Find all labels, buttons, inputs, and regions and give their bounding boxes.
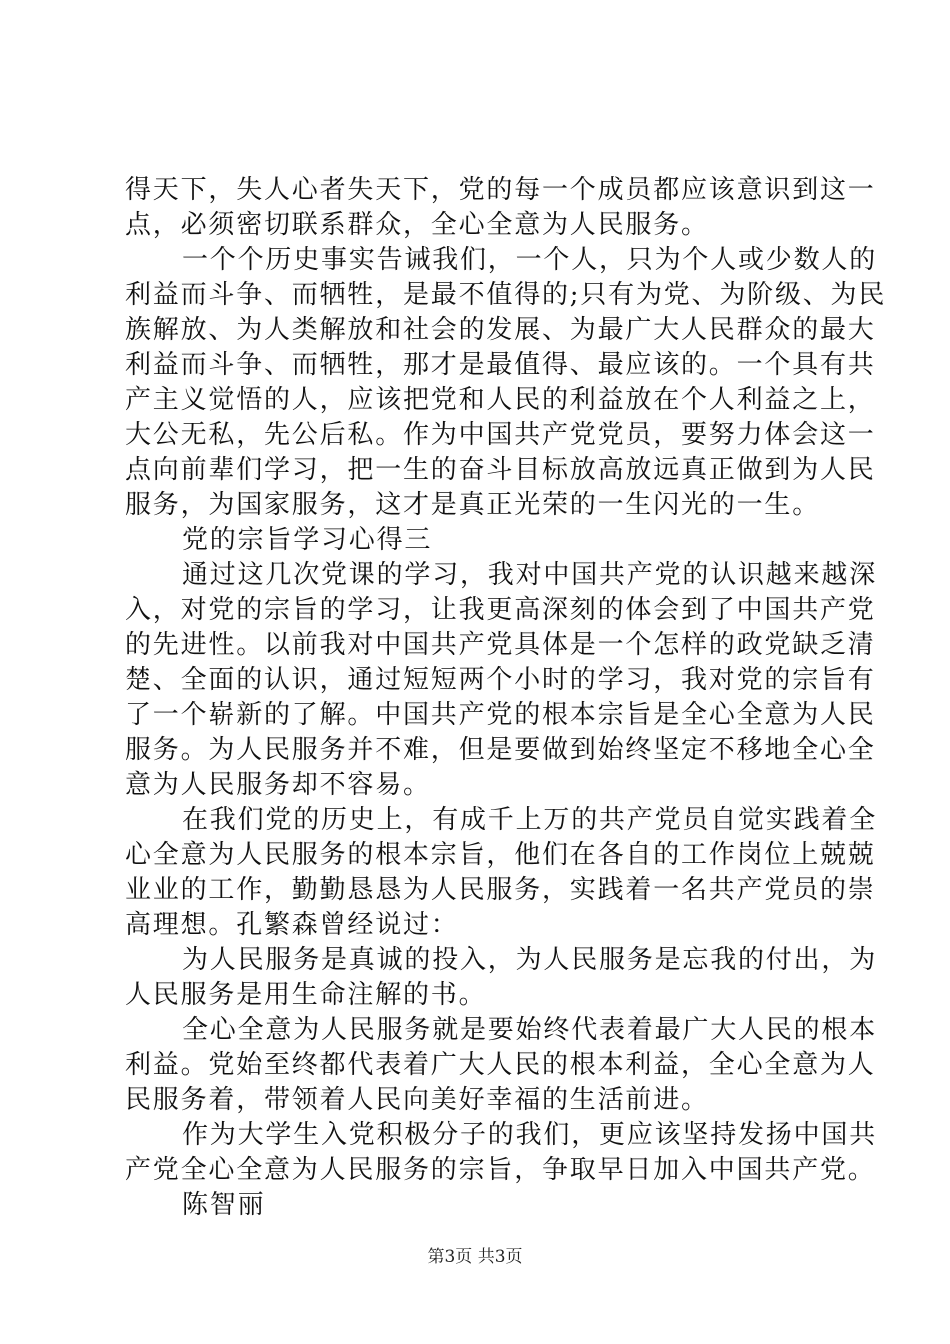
text-line: 大公无私，先公后私。作为中国共产党党员，要努力体会这一 (125, 420, 876, 450)
text-line: 民服务着，带领着人民向美好幸福的生活前进。 (125, 1085, 709, 1115)
text-line: 利益而斗争、而牺牲，那才是最值得、最应该的。一个具有共 (125, 350, 876, 380)
text-line: 服务，为国家服务，这才是真正光荣的一生闪光的一生。 (125, 490, 821, 520)
paragraph-start-line: 通过这几次党课的学习，我对中国共产党的认识越来越深 (182, 560, 878, 590)
text-line: 意为人民服务却不容易。 (125, 770, 431, 800)
paragraph-start-line: 作为大学生入党积极分子的我们，更应该坚持发扬中国共 (182, 1120, 878, 1150)
text-line: 服务。为人民服务并不难，但是要做到始终坚定不移地全心全 (125, 735, 876, 765)
text-line: 入，对党的宗旨的学习，让我更高深刻的体会到了中国共产党 (125, 595, 876, 625)
text-line: 产主义觉悟的人，应该把党和人民的利益放在个人利益之上， (125, 385, 876, 415)
text-line: 利益。党始至终都代表着广大人民的根本利益，全心全意为人 (125, 1050, 876, 1080)
text-line: 的先进性。以前我对中国共产党具体是一个怎样的政党缺乏清 (125, 630, 876, 660)
paragraph-start-line: 全心全意为人民服务就是要始终代表着最广大人民的根本 (182, 1015, 878, 1045)
text-line: 了一个崭新的了解。中国共产党的根本宗旨是全心全意为人民 (125, 700, 876, 730)
page-number-footer: 第3页 共3页 (427, 1247, 523, 1267)
document-body (125, 173, 887, 1223)
text-line: 高理想。孔繁森曾经说过： (125, 910, 459, 940)
text-line: 楚、全面的认识，通过短短两个小时的学习，我对党的宗旨有 (125, 665, 876, 695)
section-heading: 党的宗旨学习心得三 (182, 525, 433, 555)
paragraph-start-line: 在我们党的历史上，有成千上万的共产党员自觉实践着全 (182, 805, 878, 835)
text-line: 心全意为人民服务的根本宗旨，他们在各自的工作岗位上兢兢 (125, 840, 876, 870)
text-line: 利益而斗争、而牺牲，是最不值得的;只有为党、为阶级、为民 (125, 280, 887, 310)
text-line: 点向前辈们学习，把一生的奋斗目标放高放远真正做到为人民 (125, 455, 876, 485)
text-line: 业业的工作，勤勤恳恳为人民服务，实践着一名共产党员的崇 (125, 875, 876, 905)
author-name: 陈智丽 (182, 1190, 266, 1220)
paragraph-start-line: 一个个历史事实告诫我们，一个人，只为个人或少数人的 (182, 245, 878, 275)
text-line: 族解放、为人类解放和社会的发展、为最广大人民群众的最大 (125, 315, 876, 345)
text-line: 产党全心全意为人民服务的宗旨，争取早日加入中国共产党。 (125, 1155, 876, 1185)
text-line: 得天下，失人心者失天下，党的每一个成员都应该意识到这一 (125, 175, 876, 205)
quote-line: 为人民服务是真诚的投入，为人民服务是忘我的付出，为 (182, 945, 878, 975)
quote-line: 人民服务是用生命注解的书。 (125, 980, 487, 1010)
text-line: 点，必须密切联系群众，全心全意为人民服务。 (125, 210, 709, 240)
